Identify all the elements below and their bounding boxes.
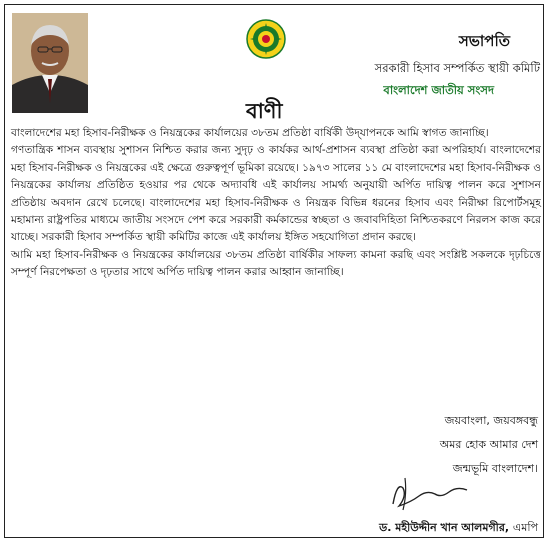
paragraph: আমি মহা হিসাব-নিরীক্ষক ও নিয়ন্ত্রকের কার্যালয়ের ৩৮তম প্রতিষ্ঠা বার্ষিকীর সাফল্য কামনা করছি এবং সংশ্লিষ্ট সকলকে দৃঢ়চিত্তে সম্পূর্ণ নিরপেক্ষতা ও দৃঢ়তার সাথে অর্পিত দায়িত্ব পালন করার আহ্বান জানাচ্ছি। [11,248,541,279]
signatory-name [379,519,538,538]
header-title: সভাপতি [458,32,510,50]
portrait-photo [12,13,88,113]
closing-slogans [440,409,538,481]
paragraph: বাংলাদেশের মহা হিসাব-নিরীক্ষক ও নিয়ন্ত্রকের কার্যালয়ের ৩৮তম প্রতিষ্ঠা বার্ষিকী উদ্‌যাপনকে আমি স্বাগত জানাচ্ছি। [11,127,489,139]
slogan-line: অমর হোক আমার দেশ [439,438,538,451]
signature-icon [383,474,473,514]
signatory-title: এমপি [512,521,538,534]
message-body [11,125,541,282]
paragraph: গণতান্ত্রিক শাসন ব্যবস্থায় সুশাসন নিশ্চিত করার জন্য সুদৃঢ় ও কার্যকর আর্থ-প্রশাসন ব্যবস্থা প্রতিষ্ঠা করা অপরিহার্য। বাংলাদেশের মহা হিসাব-নিরীক্ষক ও নিয়ন্ত্রকের এই ক্ষেত্রে গুরুত্বপূর্ণ ভূমিকা রয়েছে। ১৯৭৩ সালের ১১ মে বাংলাদেশের মহা হিসাব-নিরীক্ষক ও নিয়ন্ত্রকের কার্যালয় প্রতিষ্ঠিত হওয়ার পর থেকে অদ্যাবধি এই কার্যালয় সামর্থ্য অনুযায়ী অর্পিত দায়িত্ব পালন করে সুশাসন প্রতিষ্ঠায় অবদান রেখে চলেছে। বাংলাদেশের মহা হিসাব-নিরীক্ষক ও নিয়ন্ত্রক বিভিন্ন ধরনের হিসাব এবং নিরীক্ষা রিপোর্টসমূহ মহামান্য রাষ্ট্রপতির মাধ্যমে জাতীয় সংসদে পেশ করে সরকারী কর্মকান্ডের স্বচ্ছতা ও জবাবদিহিতা নিশ্চিতকরণে নিরলস কাজ করে যাচ্ছে। সরকারী হিসাব সম্পর্কিত স্থায়ী কমিটির কাজে এই কার্যালয় ইঙ্গিত সহযোগিতা প্রদান করছে। [11,144,542,244]
parliament-name: বাংলাদেশ জাতীয় সংসদ [383,83,494,97]
committee-name: সরকারী হিসাব সম্পর্কিত স্থায়ী কমিটি [374,61,540,75]
signatory-full-name: ড. মহীউদ্দীন খান আলমগীর, [379,521,510,534]
message-heading: বাণী [246,99,283,123]
parliament-emblem-icon [246,19,286,59]
slogan-line: জয়বাংলা, জয়বঙ্গবন্ধু [444,414,538,427]
slogan-line: জন্মভূমি বাংলাদেশ। [452,462,538,475]
